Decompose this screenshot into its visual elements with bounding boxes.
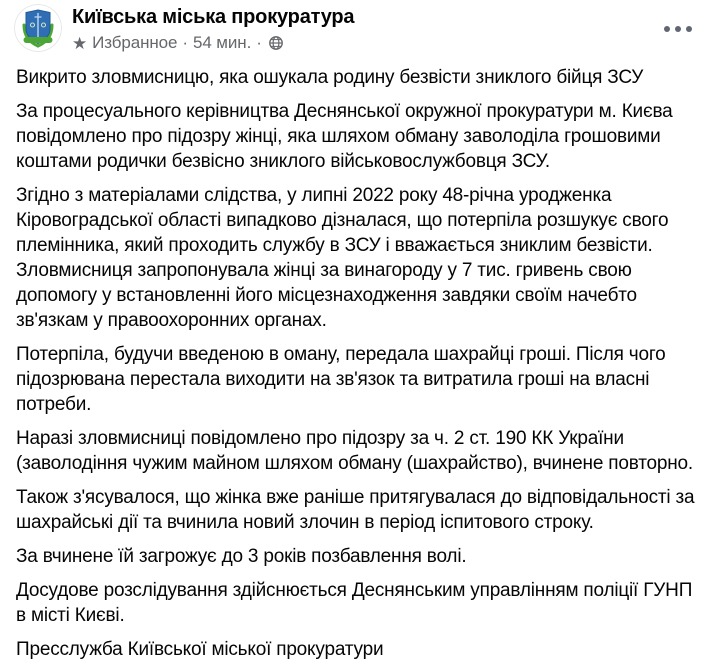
separator-dot: ·: [182, 33, 188, 52]
globe-icon: [268, 35, 284, 51]
star-icon: ★: [72, 33, 88, 53]
post-paragraph: Пресслужба Київської міської прокуратури: [16, 639, 384, 660]
post-paragraph: Також з'ясувалося, що жінка вже раніше притягувалася до відповідальності за шахрайські дії та вчинила новий злочин в період іспитового строку.: [16, 487, 695, 533]
post-paragraph: Наразі зловмисниці повідомлено про підозру за ч. 2 ст. 190 КК України (заволодіння чужим майном шляхом обману (шахрайство), вчинене повторно.: [16, 428, 693, 474]
avatar[interactable]: [14, 4, 62, 52]
post-header-text: [72, 4, 354, 53]
post-paragraph: За вчинене їй загрожує до 3 років позбавлення волі.: [16, 546, 467, 567]
prosecutor-emblem-icon: [14, 4, 62, 52]
ellipsis-icon: [664, 26, 670, 32]
ellipsis-icon: [675, 26, 681, 32]
post-paragraph: Досудове розслідування здійснюється Деснянським управлінням поліції ГУНП в місті Києві.: [16, 580, 693, 626]
page-name-link[interactable]: Київська міська прокуратура: [72, 6, 355, 28]
ellipsis-icon: [686, 26, 692, 32]
favorites-label: Избранное: [92, 33, 178, 52]
post-menu-button[interactable]: [660, 22, 696, 36]
post-header: [0, 0, 718, 53]
post-paragraph: Викрито зловмисницю, яка ошукала родину безвісти зниклого бійця ЗСУ: [16, 67, 644, 88]
post-paragraph: Згідно з матеріалами слідства, у липні 2022 року 48-річна уродженка Кіровоградської області випадково дізналася, що потерпіла розшукує свого племінника, який проходить службу в ЗСУ і вважається зниклим безвісти. Зловмисниця запропонувала жінці за винагороду у 7 тис. гривень свою допомогу у встановленні його місцезнаходження завдяки своїм начебто зв'язкам у правоохоронних органах.: [16, 185, 669, 331]
timestamp-link[interactable]: 54 мин.: [192, 33, 252, 52]
post-paragraph: За процесуального керівництва Деснянської окружної прокуратури м. Києва повідомлено про підозру жінці, яка шляхом обману заволоділа грошовими коштами родички безвісно зниклого військовослужбовця ЗСУ.: [16, 101, 673, 172]
separator-dot: ·: [256, 33, 262, 52]
post-meta: [72, 33, 354, 53]
post-body: [0, 53, 718, 662]
post-paragraph: Потерпіла, будучи введеною в оману, передала шахрайці гроші. Після чого підозрювана перестала виходити на зв'язок та витратила гроші на власні потреби.: [16, 344, 666, 415]
